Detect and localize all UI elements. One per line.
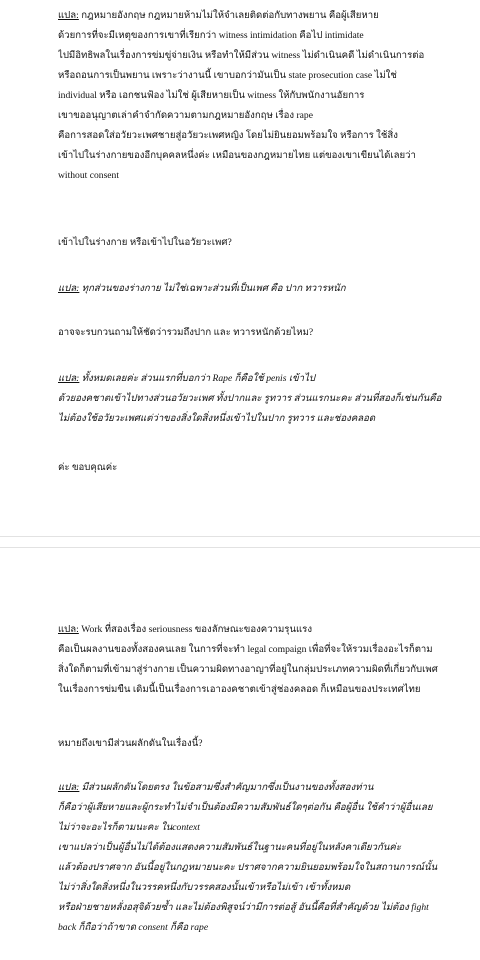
text-line: เขาขออนุญาตเล่าคำจำกัดความตามกฎหมายอังกฤษ เรื่อง rape bbox=[58, 110, 313, 121]
question-text: เข้าไปในร่างกาย หรือเข้าไปในอวัยวะเพศ? bbox=[58, 237, 232, 248]
text-line: แปล: กฎหมายอังกฤษ กฎหมายห้ามไม่ให้จำเลยติดต่อกับทางพยาน คือผู้เสียหาย bbox=[58, 10, 379, 21]
text-line: ไม่ว่าจะอะไรก็ตามนะคะ ในcontext bbox=[58, 822, 200, 833]
text-line: แปล: Work ที่สองเรื่อง seriousness ของลักษณะของความรุนแรง bbox=[58, 624, 313, 635]
translation-paragraph bbox=[58, 6, 463, 186]
closing-paragraph bbox=[58, 458, 463, 478]
translation-paragraph bbox=[58, 369, 463, 429]
text-line: ด้วยองคชาตเข้าไปทางส่วนอวัยวะเพศ ทั้งปากและ รูทวาร ส่วนแรกนะคะ ส่วนที่สองก็เช่นกันคือ bbox=[58, 393, 442, 404]
question-text: อาจจะรบกวนถามให้ชัดว่ารวมถึงปาก และ ทวารหนักด้วยไหม? bbox=[58, 327, 314, 338]
text-line: เข้าไปในร่างกายของอีกบุคคลหนึ่งค่ะ เหมือนของกฎหมายไทย แต่ของเขาเขียนได้เลยว่า bbox=[58, 150, 416, 161]
text-line: หรือฝ่ายชายหลั่งอสุจิด้วยซ้ำ และไม่ต้องพิสูจน์ว่ามีการต่อสู้ อันนี้คือที่สำคัญด้วย ไม่ต้อง fight bbox=[58, 902, 429, 913]
text-line: แปล: ทุกส่วนของร่างกาย ไม่ใช่เฉพาะส่วนที่เป็นเพศ คือ ปาก ทวารหนัก bbox=[58, 283, 346, 294]
text-line: individual หรือ เอกชนฟ้อง ไม่ใช่ ผู้เสียหายเป็น witness ให้กับพนักงานอัยการ bbox=[58, 90, 365, 101]
text-line: ก็คือว่าผู้เสียหายและผู้กระทำไม่จำเป็นต้องมีความสัมพันธ์ใดๆต่อกัน คือผู้อื่น ใช้คำว่าผู้อื่นเลย bbox=[58, 802, 433, 813]
question-text: หมายถึงเขามีส่วนผลักดันในเรื่องนี้? bbox=[58, 738, 203, 749]
thanks-text: ค่ะ ขอบคุณค่ะ bbox=[58, 462, 118, 473]
text-line: แปล: ทั้งหมดเลยค่ะ ส่วนแรกที่บอกว่า Rape ก็คือใช้ penis เข้าไป bbox=[58, 373, 315, 384]
text-line: คือการสอดใส่อวัยวะเพศชายสู่อวัยวะเพศหญิง โดยไม่ยินยอมพร้อมใจ หรือการ ใช้สิ่ง bbox=[58, 130, 398, 141]
text-line: ไปมีอิทธิพลในเรื่องการข่มขู่จ่ายเงิน หรือทำให้มีส่วน witness ไม่ดำเนินคดี ไม่ดำเนินการต่อ bbox=[58, 50, 425, 61]
question-paragraph bbox=[58, 233, 463, 253]
translation-label: แปล: bbox=[58, 624, 79, 635]
translation-paragraph bbox=[58, 620, 463, 700]
text-line: แล้วต้องปราศจาก อันนี้อยู่ในกฎหมายนะคะ ปราศจากความยินยอมพร้อมใจในสถานการณ์นั้น bbox=[58, 862, 438, 873]
text-line: ในเรื่องการข่มขืน เดิมนี้เป็นเรื่องการเอาองคชาตเข้าสู่ช่องคลอด ก็เหมือนของประเทศไทย bbox=[58, 684, 421, 695]
question-paragraph bbox=[58, 323, 463, 343]
document-page-2 bbox=[0, 548, 480, 960]
translation-paragraph bbox=[58, 778, 463, 938]
page-separator bbox=[0, 536, 480, 548]
text-line: back ก็ถือว่าถ้าขาด consent ก็คือ rape bbox=[58, 922, 209, 933]
text-line: without consent bbox=[58, 170, 120, 181]
translation-paragraph bbox=[58, 279, 463, 299]
translation-label: แปล: bbox=[58, 10, 79, 21]
question-paragraph bbox=[58, 734, 463, 754]
text-line: ไม่ต้องใช้อวัยวะเพศแต่ว่าของสิ่งใดสิ่งหนึ่งเข้าไปในปาก รูทวาร และช่องคลอด bbox=[58, 413, 376, 424]
translation-label: แปล: bbox=[58, 373, 80, 384]
translation-label: แปล: bbox=[58, 782, 80, 793]
text-line: เขาแปลว่าเป็นผู้อื่นไม่ได้ต้องแสดงความสัมพันธ์ในฐานะคนที่อยู่ในหลังคาเดียวกันค่ะ bbox=[58, 842, 401, 853]
text-line: สิ่งใดก็ตามที่เข้ามาสู่ร่างกาย เป็นความผิดทางอาญาที่อยู่ในกลุ่มประเภทความผิดที่เกี่ยวกับเพศ bbox=[58, 664, 438, 675]
text-line: แปล: มีส่วนผลักดันโดยตรง ในข้อสามซึ่งสำคัญมากซึ่งเป็นงานของทั้งสองท่าน bbox=[58, 782, 374, 793]
text-line: ด้วยการที่จะมีเหตุของการเขาที่เรียกว่า witness intimidation คือไป intimidate bbox=[58, 30, 364, 41]
text-line: ไม่ว่าสิ่งใดสิ่งหนึ่งในวรรคหนึ่งกับวรรคสองนั้นเข้าหรือไม่เข้า เข้าทั้งหมด bbox=[58, 882, 351, 893]
text-line: คือเป็นผลงานของทั้งสองคนเลย ในการที่จะทำ legal compaign เพื่อที่จะให้รวมเรื่องอะไรก็ตาม bbox=[58, 644, 433, 655]
text-line: หรือถอนการเป็นพยาน เพราะว่างานนี้ เขาบอกว่ามันเป็น state prosecution case ไม่ใช่ bbox=[58, 70, 397, 81]
translation-label: แปล: bbox=[58, 283, 80, 294]
